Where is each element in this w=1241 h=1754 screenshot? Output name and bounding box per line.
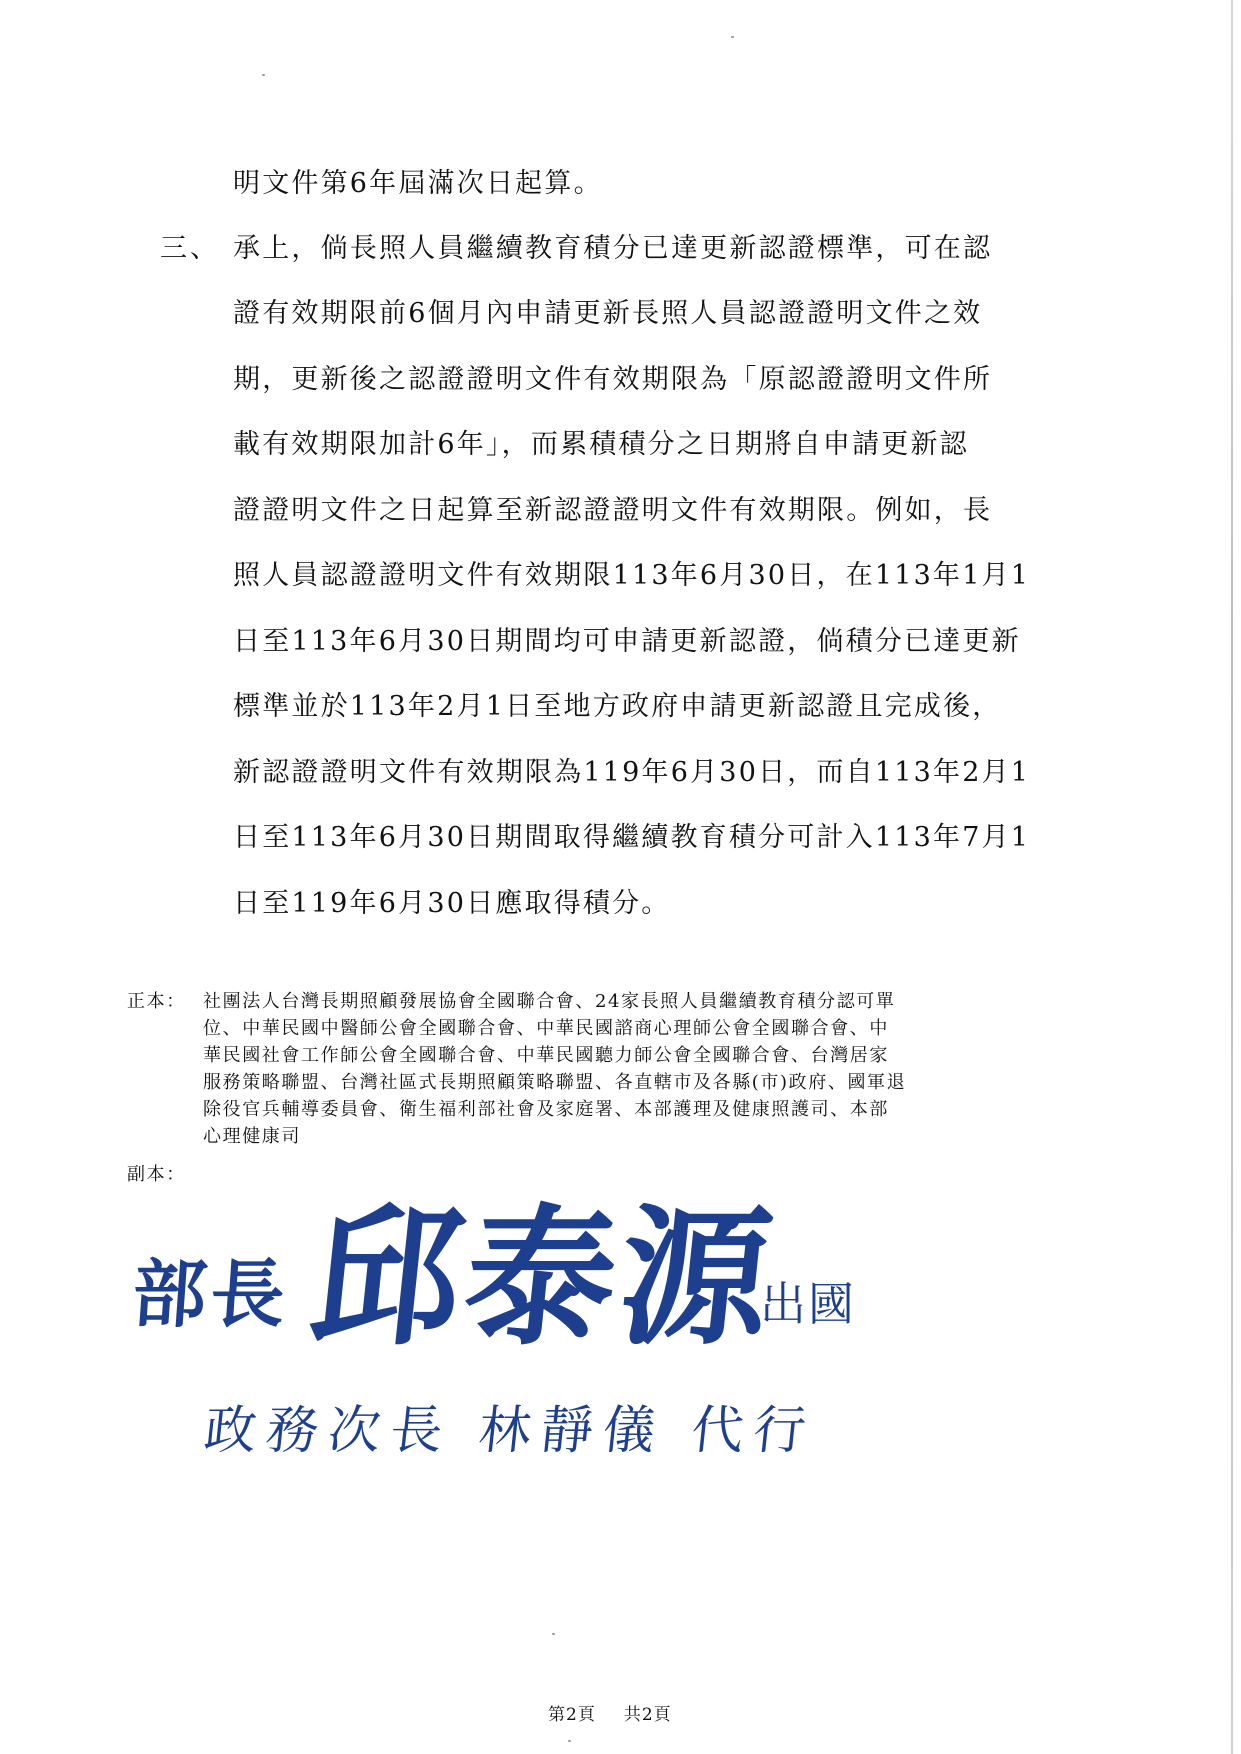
item-three-line: 期，更新後之認證證明文件有效期限為「原認證證明文件所 bbox=[233, 364, 993, 395]
recipient-line: 除役官兵輔導委員會、衛生福利部社會及家庭署、本部護理及健康照護司、本部 bbox=[203, 1099, 889, 1120]
page-current: 第2頁 bbox=[548, 1705, 596, 1725]
item-number-three: 三、 bbox=[160, 233, 220, 264]
item-three-line: 日至113年6月30日期間均可申請更新認證，倘積分已達更新 bbox=[233, 626, 1021, 657]
scan-speck bbox=[552, 1633, 555, 1635]
copy-label: 副本： bbox=[127, 1164, 186, 1185]
body-line-continuation: 明文件第6年屆滿次日起算。 bbox=[233, 168, 603, 199]
recipient-line: 位、中華民國中醫師公會全國聯合會、中華民國諮商心理師公會全國聯合會、中 bbox=[203, 1018, 889, 1039]
item-three-line: 日至113年6月30日期間取得繼續教育積分可計入113年7月1 bbox=[233, 822, 1031, 853]
item-three-line: 照人員認證證明文件有效期限113年6月30日，在113年1月1 bbox=[233, 560, 1031, 591]
scan-speck bbox=[262, 74, 265, 76]
original-label: 正本： bbox=[127, 991, 186, 1012]
item-three-line: 證有效期限前6個月內申請更新長照人員認證證明文件之效 bbox=[233, 298, 983, 329]
recipient-line: 心理健康司 bbox=[203, 1126, 301, 1147]
recipient-line: 社團法人台灣長期照顧發展協會全國聯合會、24家長照人員繼續教育積分認可單 bbox=[203, 991, 896, 1012]
stamp-minister-title: 部長 bbox=[129, 1252, 292, 1338]
page-total: 共2頁 bbox=[623, 1705, 672, 1725]
item-three-line: 新認證證明文件有效期限為119年6月30日，而自113年2月1 bbox=[233, 757, 1031, 788]
scan-speck bbox=[568, 1740, 571, 1742]
recipient-line: 華民國社會工作師公會全國聯合會、中華民國聽力師公會全國聯合會、台灣居家 bbox=[203, 1045, 889, 1066]
scan-speck bbox=[731, 36, 734, 38]
stamp-minister-name: 邱泰源 bbox=[302, 1190, 784, 1366]
scan-edge bbox=[1231, 0, 1233, 1754]
item-three-line: 承上，倘長照人員繼續教育積分已達更新認證標準，可在認 bbox=[233, 233, 993, 264]
item-three-line: 載有效期限加計6年」，而累積積分之日期將自申請更新認 bbox=[233, 429, 969, 460]
page-number bbox=[548, 1700, 672, 1725]
stamp-deputy-line: 政務次長 林靜儀 代行 bbox=[201, 1401, 819, 1461]
stamp-abroad-note: 出國 bbox=[760, 1277, 856, 1331]
item-three-line: 日至119年6月30日應取得積分。 bbox=[233, 888, 671, 919]
recipient-line: 服務策略聯盟、台灣社區式長期照顧策略聯盟、各直轄市及各縣(市)政府、國軍退 bbox=[203, 1072, 907, 1093]
item-three-line: 標準並於113年2月1日至地方政府申請更新認證且完成後， bbox=[233, 691, 1002, 722]
original-recipients bbox=[203, 988, 1083, 1150]
item-three-line: 證證明文件之日起算至新認證證明文件有效期限。例如，長 bbox=[233, 495, 993, 526]
